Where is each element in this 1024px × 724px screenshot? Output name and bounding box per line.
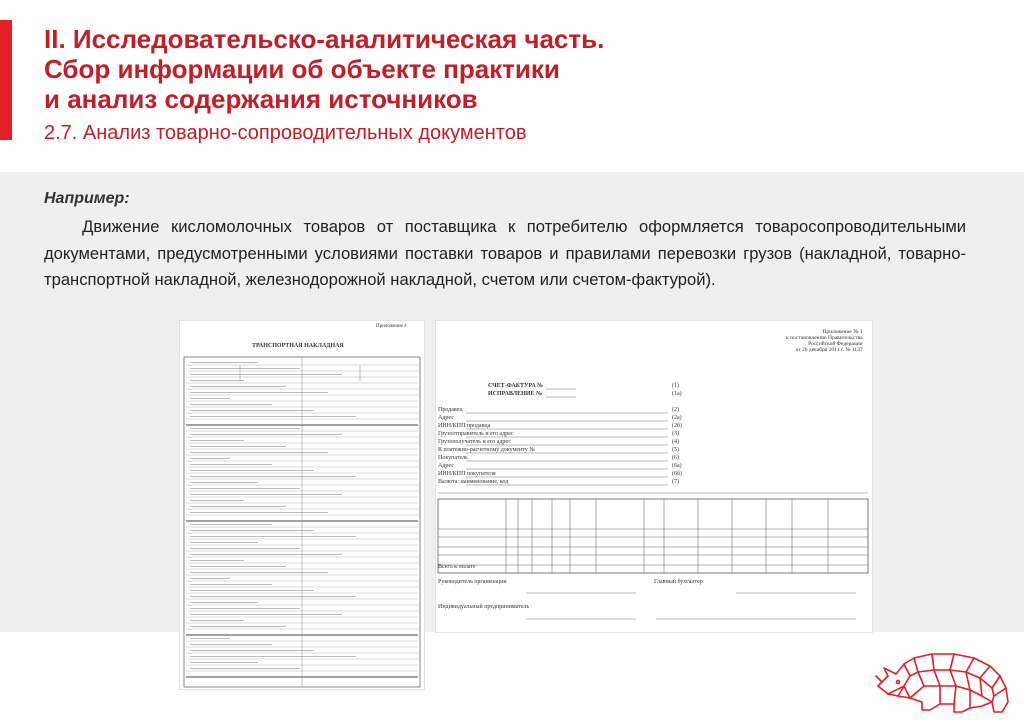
invoice-signature-label: Руководитель организации: [438, 579, 507, 585]
invoice-field-code: (4): [672, 439, 679, 445]
invoice-field-code: (6): [672, 455, 679, 461]
invoice-title-code: (1): [672, 383, 679, 389]
invoice-field-label: К платежно-расчетному документу №: [438, 447, 535, 453]
invoice-field-code: (2а): [672, 415, 682, 421]
invoice-field-label: Покупатель: [438, 455, 468, 461]
form-box: [438, 499, 868, 573]
ttn-form-lines: [180, 321, 424, 689]
invoice-signature-label: Индивидуальный предприниматель: [438, 604, 530, 610]
invoice-field-label: Адрес: [438, 463, 454, 469]
title-line: Сбор информации об объекте практики: [44, 54, 560, 84]
invoice-appendix-line: Приложение № 1: [822, 329, 863, 335]
body-paragraph: Движение кисломолочных товаров от поставщика к потребителю оформляется товаросопроводительными документами, предусмотренными условиями поставки товаров и правилами перевозки грузов (накладной, товарно-транспортной накладной, железнодорожной накладной, счетом или счетом-фактурой).: [44, 217, 966, 289]
invoice-field-label: Валюта: наименование, код: [438, 479, 509, 485]
invoice-title: СЧЕТ-ФАКТУРА №: [488, 383, 544, 389]
invoice-appendix-line: Российской Федерации: [808, 341, 863, 347]
accent-bar: [0, 20, 12, 140]
invoice-field-label: ИНН/КПП продавца: [438, 423, 491, 429]
invoice-field-code: (6а): [672, 463, 682, 469]
page-title: [44, 24, 974, 114]
example-label: Например:: [44, 190, 130, 207]
invoice-field-label: Грузоотправитель и его адрес: [438, 431, 514, 437]
ttn-title: ТРАНСПОРТНАЯ НАКЛАДНАЯ: [252, 343, 344, 349]
title-line: и анализ содержания источников: [44, 84, 478, 114]
transport-waybill-image: [180, 321, 424, 689]
rhino-logo-icon: [874, 646, 1016, 718]
page-subtitle: 2.7. Анализ товарно-сопроводительных документов: [44, 122, 527, 144]
invoice-correction-code: (1а): [672, 391, 682, 397]
invoice-correction: ИСПРАВЛЕНИЕ №: [488, 391, 543, 397]
invoice-field-label: Адрес: [438, 415, 454, 421]
invoice-field-code: (2): [672, 407, 679, 413]
invoice-field-code: (3): [672, 431, 679, 437]
invoice-field-label: ИНН/КПП покупателя: [438, 471, 496, 477]
invoice-field-label: Продавец: [438, 407, 463, 413]
invoice-appendix-line: к постановлению Правительства: [786, 335, 863, 341]
invoice-field-code: (2б): [672, 423, 683, 429]
invoice-field-code: (6б): [672, 471, 683, 477]
ttn-appendix: Приложение 4: [376, 324, 407, 329]
invoice-total-label: Всего к оплате: [438, 564, 476, 570]
invoice-appendix-line: от 26 декабря 2011 г. № 1137: [795, 347, 863, 353]
invoice-field-code: (7): [672, 479, 679, 485]
title-line: II. Исследовательско-аналитическая часть.: [44, 24, 605, 54]
invoice-signature-label: Главный бухгалтер: [654, 579, 703, 585]
invoice-image: [436, 321, 872, 632]
invoice-field-label: Грузополучатель и его адрес: [438, 439, 511, 445]
invoice-appendix: [786, 329, 863, 353]
invoice-field-code: (5): [672, 447, 679, 453]
